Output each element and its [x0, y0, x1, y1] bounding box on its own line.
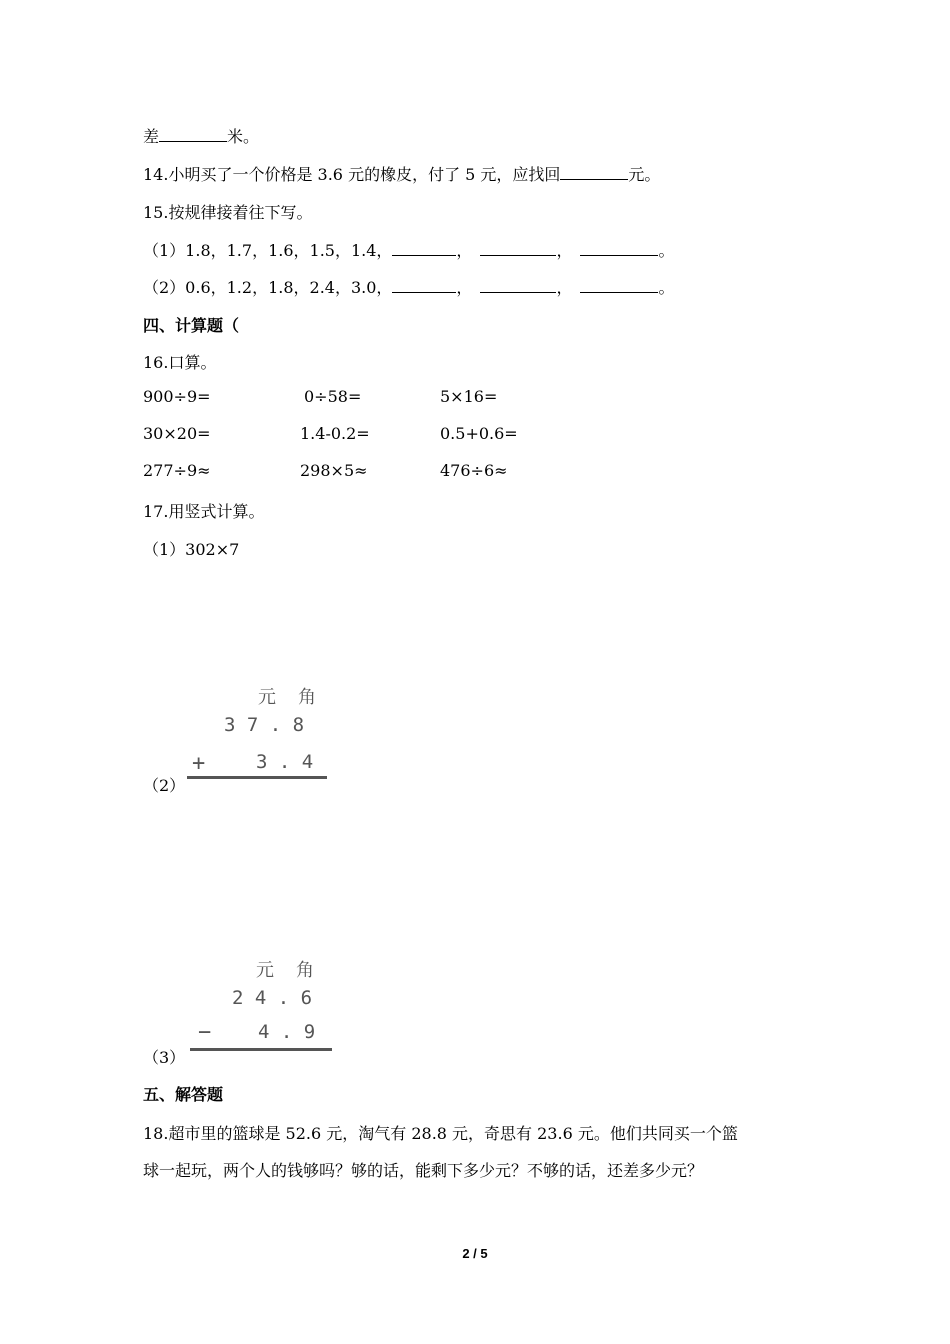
unit-jiao: 角	[298, 687, 316, 708]
q15-sequence-1	[143, 238, 674, 261]
unit-yuan: 元	[258, 687, 276, 708]
q16-item: 5×16=	[440, 387, 498, 406]
q16-item: 476÷6≈	[440, 461, 508, 480]
section-5-title: 五、解答题	[143, 1085, 224, 1104]
unit-jiao: 角	[296, 960, 314, 981]
answer-blank[interactable]	[580, 278, 658, 293]
plus-operator: +	[192, 751, 206, 776]
q16-title: 16.口算。	[143, 353, 217, 372]
q18-line-2: 球一起玩，两个人的钱够吗？够的话，能剩下多少元？不够的话，还差多少元？	[143, 1161, 704, 1180]
q15-text: 15.按规律接着往下写。	[143, 203, 313, 222]
q17-title: 17.用竖式计算。	[143, 502, 265, 521]
sequence-2-text: （2）0.6，1.2，1.8，2.4，3.0，	[143, 278, 393, 297]
q18-line-1: 18.超市里的篮球是 52.6 元，淘气有 28.8 元，奇思有 23.6 元。他们共同买一个篮	[143, 1124, 738, 1143]
q16-item: 277÷9≈	[143, 461, 211, 480]
comma: ，	[556, 241, 573, 260]
answer-blank[interactable]	[560, 165, 628, 180]
q16-item: 900÷9=	[143, 387, 211, 406]
period: 。	[658, 278, 675, 297]
q16-item: 30×20=	[143, 424, 211, 443]
bottom-number: 4 . 9	[258, 1021, 316, 1043]
answer-blank[interactable]	[392, 278, 456, 293]
answer-blank[interactable]	[480, 278, 556, 293]
answer-blank[interactable]	[580, 241, 658, 256]
q16-item: 1.4-0.2=	[300, 424, 370, 443]
section-4-title: 四、计算题（	[143, 316, 240, 335]
q14-unit: 元。	[628, 165, 661, 184]
q13-unit: 米。	[227, 127, 260, 146]
period: 。	[658, 241, 675, 260]
comma: ，	[456, 278, 473, 297]
top-number: 2 4 . 6	[232, 987, 313, 1009]
top-number: 3 7 . 8	[224, 714, 305, 736]
unit-yuan: 元	[256, 960, 274, 981]
q17-item-3-label: （3）	[143, 1048, 186, 1067]
q15-sequence-2	[143, 275, 674, 298]
q17-item-1: （1）302×7	[143, 540, 240, 559]
q13-tail	[143, 124, 259, 147]
bottom-number: 3 . 4	[256, 751, 314, 773]
calc-2-rule	[187, 776, 327, 779]
sequence-1-text: （1）1.8，1.7，1.6，1.5，1.4，	[143, 241, 393, 260]
answer-blank[interactable]	[392, 241, 456, 256]
answer-blank[interactable]	[480, 241, 556, 256]
comma: ，	[556, 278, 573, 297]
minus-operator: −	[198, 1020, 212, 1045]
q17-item-2-label: （2）	[143, 776, 186, 795]
page-number: 2 / 5	[462, 1246, 488, 1261]
q16-item: 0.5+0.6=	[440, 424, 518, 443]
question-14	[143, 162, 660, 185]
question-15	[143, 200, 312, 223]
q16-item: 298×5≈	[300, 461, 368, 480]
comma: ，	[456, 241, 473, 260]
q16-item: 0÷58=	[304, 387, 362, 406]
q13-tail-text: 差	[143, 127, 160, 146]
q14-text: 14.小明买了一个价格是 3.6 元的橡皮，付了 5 元，应找回	[143, 165, 561, 184]
calc-3-rule	[190, 1048, 332, 1051]
answer-blank[interactable]	[159, 127, 227, 142]
